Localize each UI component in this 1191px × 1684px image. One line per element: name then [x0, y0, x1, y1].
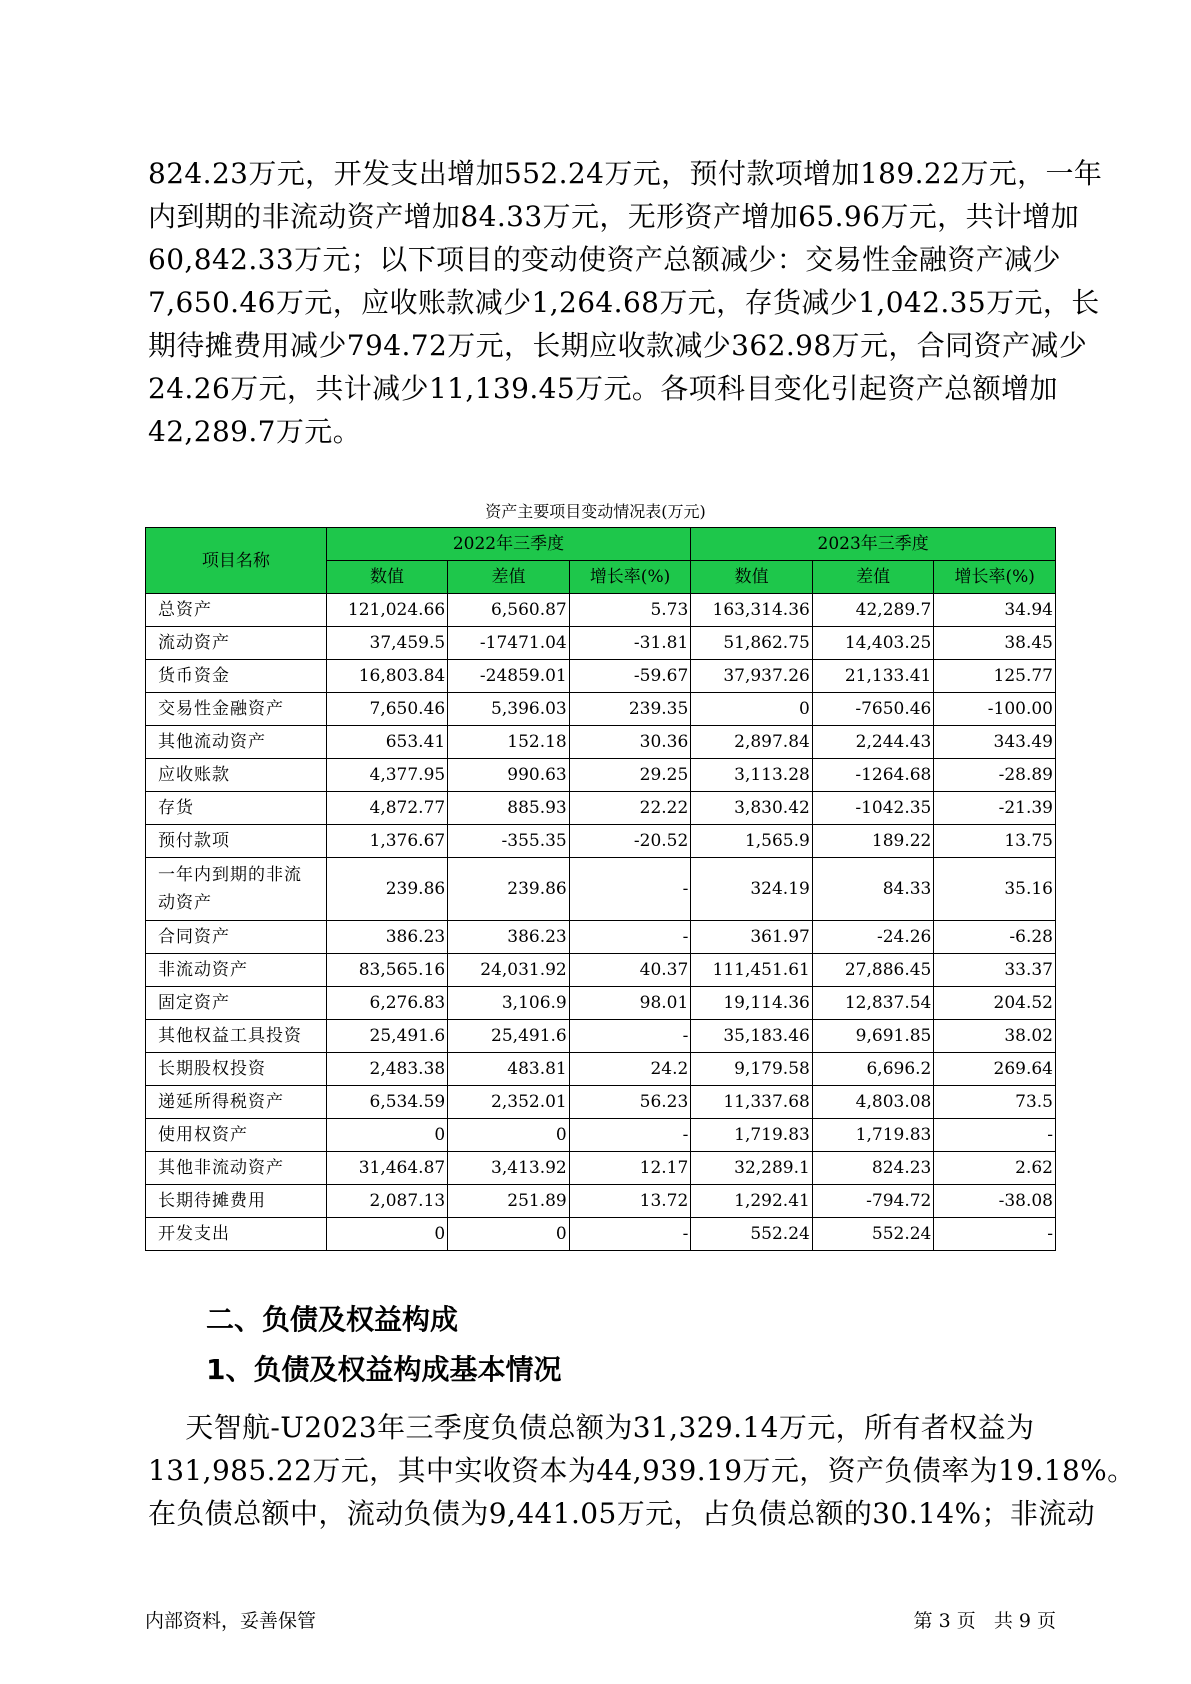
table-cell: -24859.01: [448, 660, 570, 693]
table-cell: 12.17: [569, 1152, 691, 1185]
table-cell: 98.01: [569, 987, 691, 1020]
table-cell: 361.97: [691, 921, 813, 954]
table-cell: 483.81: [448, 1053, 570, 1086]
table-cell: 251.89: [448, 1185, 570, 1218]
table-cell: -: [569, 1020, 691, 1053]
table-cell: 2.62: [934, 1152, 1056, 1185]
table-cell: -21.39: [934, 792, 1056, 825]
table-cell: 2,897.84: [691, 726, 813, 759]
row-label: 其他流动资产: [146, 726, 327, 759]
table-cell: 0: [326, 1218, 448, 1251]
table-cell: 3,106.9: [448, 987, 570, 1020]
column-header-difference: 差值: [812, 561, 934, 594]
paragraph-line: 期待摊费用减少794.72万元，长期应收款减少362.98万元，合同资产减少: [148, 329, 1088, 362]
table-cell: 31,464.87: [326, 1152, 448, 1185]
table-cell: 4,872.77: [326, 792, 448, 825]
table-cell: -17471.04: [448, 627, 570, 660]
table-row: [146, 954, 1056, 987]
table-cell: 24,031.92: [448, 954, 570, 987]
table-cell: -20.52: [569, 825, 691, 858]
table-cell: 990.63: [448, 759, 570, 792]
table-cell: -31.81: [569, 627, 691, 660]
table-row: [146, 594, 1056, 627]
paragraph-line: 24.26万元，共计减少11,139.45万元。各项科目变化引起资产总额增加: [148, 372, 1058, 405]
paragraph-line: 7,650.46万元，应收账款减少1,264.68万元，存货减少1,042.35万元，长: [148, 286, 1100, 319]
table-cell: 204.52: [934, 987, 1056, 1020]
column-header-growth-rate: 增长率(%): [934, 561, 1056, 594]
table-body: [146, 594, 1056, 1251]
table-cell: 4,377.95: [326, 759, 448, 792]
table-cell: -: [569, 1218, 691, 1251]
table-cell: -794.72: [812, 1185, 934, 1218]
table-row: [146, 1185, 1056, 1218]
row-label: 存货: [146, 792, 327, 825]
table-cell: 269.64: [934, 1053, 1056, 1086]
table-cell: -355.35: [448, 825, 570, 858]
table-row: [146, 825, 1056, 858]
row-label-line: 动资产: [158, 893, 212, 913]
row-label: 货币资金: [146, 660, 327, 693]
table-cell: 27,886.45: [812, 954, 934, 987]
table-cell: 386.23: [448, 921, 570, 954]
row-label: [146, 858, 327, 921]
table-cell: 6,560.87: [448, 594, 570, 627]
column-header-value: 数值: [691, 561, 813, 594]
table-cell: 3,113.28: [691, 759, 813, 792]
table-cell: 824.23: [812, 1152, 934, 1185]
table-cell: 552.24: [691, 1218, 813, 1251]
table-cell: 239.35: [569, 693, 691, 726]
table-cell: 9,179.58: [691, 1053, 813, 1086]
table-cell: 35.16: [934, 858, 1056, 921]
table-cell: 32,289.1: [691, 1152, 813, 1185]
table-cell: -6.28: [934, 921, 1056, 954]
row-label: 流动资产: [146, 627, 327, 660]
row-label: 应收账款: [146, 759, 327, 792]
table-cell: 552.24: [812, 1218, 934, 1251]
table-cell: 152.18: [448, 726, 570, 759]
table-row: [146, 1119, 1056, 1152]
table-cell: 6,696.2: [812, 1053, 934, 1086]
row-label: 长期股权投资: [146, 1053, 327, 1086]
table-cell: 11,337.68: [691, 1086, 813, 1119]
paragraph-line: 131,985.22万元，其中实收资本为44,939.19万元，资产负债率为19.18%。: [148, 1454, 1136, 1487]
table-row: [146, 858, 1056, 921]
table-row: [146, 759, 1056, 792]
table-cell: 125.77: [934, 660, 1056, 693]
table-cell: 73.5: [934, 1086, 1056, 1119]
table-row: [146, 921, 1056, 954]
table-cell: 56.23: [569, 1086, 691, 1119]
section-heading: 二、负债及权益构成: [206, 1303, 459, 1336]
table-cell: 0: [448, 1119, 570, 1152]
table-cell: 324.19: [691, 858, 813, 921]
column-header-period-2023: 2023年三季度: [691, 528, 1056, 561]
table-cell: 40.37: [569, 954, 691, 987]
table-cell: 29.25: [569, 759, 691, 792]
table-cell: -: [569, 858, 691, 921]
table-row: [146, 627, 1056, 660]
table-cell: 1,376.67: [326, 825, 448, 858]
table-cell: -59.67: [569, 660, 691, 693]
paragraph-line: 天智航-U2023年三季度负债总额为31,329.14万元，所有者权益为: [148, 1411, 1035, 1444]
row-label: 总资产: [146, 594, 327, 627]
table-cell: 1,565.9: [691, 825, 813, 858]
row-label: 预付款项: [146, 825, 327, 858]
table-cell: -24.26: [812, 921, 934, 954]
table-row: [146, 660, 1056, 693]
table-cell: 1,719.83: [812, 1119, 934, 1152]
table-cell: -38.08: [934, 1185, 1056, 1218]
table-cell: 33.37: [934, 954, 1056, 987]
table-cell: 22.22: [569, 792, 691, 825]
table-cell: -: [569, 1119, 691, 1152]
table-cell: 7,650.46: [326, 693, 448, 726]
table-cell: 121,024.66: [326, 594, 448, 627]
table-cell: 84.33: [812, 858, 934, 921]
paragraph-line: 在负债总额中，流动负债为9,441.05万元，占负债总额的30.14%；非流动: [148, 1497, 1096, 1530]
row-label: 递延所得税资产: [146, 1086, 327, 1119]
subsection-heading: 1、负债及权益构成基本情况: [206, 1353, 562, 1386]
table-cell: 38.45: [934, 627, 1056, 660]
table-cell: -1042.35: [812, 792, 934, 825]
table-cell: 14,403.25: [812, 627, 934, 660]
column-header-difference: 差值: [448, 561, 570, 594]
table-cell: 3,830.42: [691, 792, 813, 825]
table-cell: 51,862.75: [691, 627, 813, 660]
row-label: 其他权益工具投资: [146, 1020, 327, 1053]
table-cell: 83,565.16: [326, 954, 448, 987]
column-header-period-2022: 2022年三季度: [326, 528, 691, 561]
table-row: [146, 792, 1056, 825]
paragraph-line: 42,289.7万元。: [148, 415, 362, 448]
asset-change-table: [145, 527, 1056, 1251]
table-row: [146, 1020, 1056, 1053]
table-cell: 9,691.85: [812, 1020, 934, 1053]
row-label: 使用权资产: [146, 1119, 327, 1152]
table-cell: -7650.46: [812, 693, 934, 726]
table-cell: 1,719.83: [691, 1119, 813, 1152]
table-cell: 239.86: [326, 858, 448, 921]
table-cell: 386.23: [326, 921, 448, 954]
table-row: [146, 726, 1056, 759]
table-cell: 111,451.61: [691, 954, 813, 987]
row-label-line: 一年内到期的非流: [158, 865, 302, 885]
table-cell: 34.94: [934, 594, 1056, 627]
table-cell: 2,244.43: [812, 726, 934, 759]
table-cell: 21,133.41: [812, 660, 934, 693]
table-row: [146, 1053, 1056, 1086]
table-cell: 2,087.13: [326, 1185, 448, 1218]
table-cell: 35,183.46: [691, 1020, 813, 1053]
table-cell: 1,292.41: [691, 1185, 813, 1218]
table-cell: 4,803.08: [812, 1086, 934, 1119]
column-header-growth-rate: 增长率(%): [569, 561, 691, 594]
table-cell: 2,483.38: [326, 1053, 448, 1086]
table-row: [146, 1086, 1056, 1119]
footer-confidential-note: 内部资料，妥善保管: [145, 1610, 317, 1632]
table-cell: 2,352.01: [448, 1086, 570, 1119]
intro-paragraph: [148, 152, 1103, 453]
table-cell: 12,837.54: [812, 987, 934, 1020]
table-cell: -: [934, 1119, 1056, 1152]
row-label: 长期待摊费用: [146, 1185, 327, 1218]
table-cell: 13.75: [934, 825, 1056, 858]
paragraph-line: 内到期的非流动资产增加84.33万元，无形资产增加65.96万元，共计增加: [148, 200, 1080, 233]
table-cell: 5,396.03: [448, 693, 570, 726]
table-cell: 653.41: [326, 726, 448, 759]
table-cell: 343.49: [934, 726, 1056, 759]
table-cell: 0: [691, 693, 813, 726]
table-cell: 38.02: [934, 1020, 1056, 1053]
table-cell: 239.86: [448, 858, 570, 921]
table-cell: 3,413.92: [448, 1152, 570, 1185]
table-caption: 资产主要项目变动情况表(万元): [485, 502, 706, 521]
table-cell: 25,491.6: [326, 1020, 448, 1053]
paragraph-line: 824.23万元，开发支出增加552.24万元，预付款项增加189.22万元，一年: [148, 157, 1103, 190]
table-cell: -1264.68: [812, 759, 934, 792]
table-cell: 5.73: [569, 594, 691, 627]
table-cell: 13.72: [569, 1185, 691, 1218]
liability-paragraph: [148, 1406, 1136, 1535]
table-row: [146, 987, 1056, 1020]
table-cell: 25,491.6: [448, 1020, 570, 1053]
paragraph-line: 60,842.33万元；以下项目的变动使资产总额减少：交易性金融资产减少: [148, 243, 1061, 276]
table-cell: -: [934, 1218, 1056, 1251]
table-cell: -28.89: [934, 759, 1056, 792]
table-cell: 30.36: [569, 726, 691, 759]
table-cell: 885.93: [448, 792, 570, 825]
table-cell: -: [569, 921, 691, 954]
table-cell: 0: [326, 1119, 448, 1152]
table-cell: 42,289.7: [812, 594, 934, 627]
row-label: 开发支出: [146, 1218, 327, 1251]
table-row: [146, 693, 1056, 726]
table-cell: 6,534.59: [326, 1086, 448, 1119]
row-label: 其他非流动资产: [146, 1152, 327, 1185]
footer-page-number: 第 3 页 共 9 页: [913, 1610, 1056, 1632]
table-cell: 189.22: [812, 825, 934, 858]
row-label: 合同资产: [146, 921, 327, 954]
row-label: 固定资产: [146, 987, 327, 1020]
table-cell: 37,937.26: [691, 660, 813, 693]
table-cell: 16,803.84: [326, 660, 448, 693]
table-cell: 19,114.36: [691, 987, 813, 1020]
table-row: [146, 1218, 1056, 1251]
column-header-item: 项目名称: [146, 528, 327, 594]
row-label: 交易性金融资产: [146, 693, 327, 726]
table-cell: 163,314.36: [691, 594, 813, 627]
table-row: [146, 1152, 1056, 1185]
table-cell: 24.2: [569, 1053, 691, 1086]
table-cell: 0: [448, 1218, 570, 1251]
table-cell: 6,276.83: [326, 987, 448, 1020]
table-cell: -100.00: [934, 693, 1056, 726]
column-header-value: 数值: [326, 561, 448, 594]
row-label: 非流动资产: [146, 954, 327, 987]
table-cell: 37,459.5: [326, 627, 448, 660]
